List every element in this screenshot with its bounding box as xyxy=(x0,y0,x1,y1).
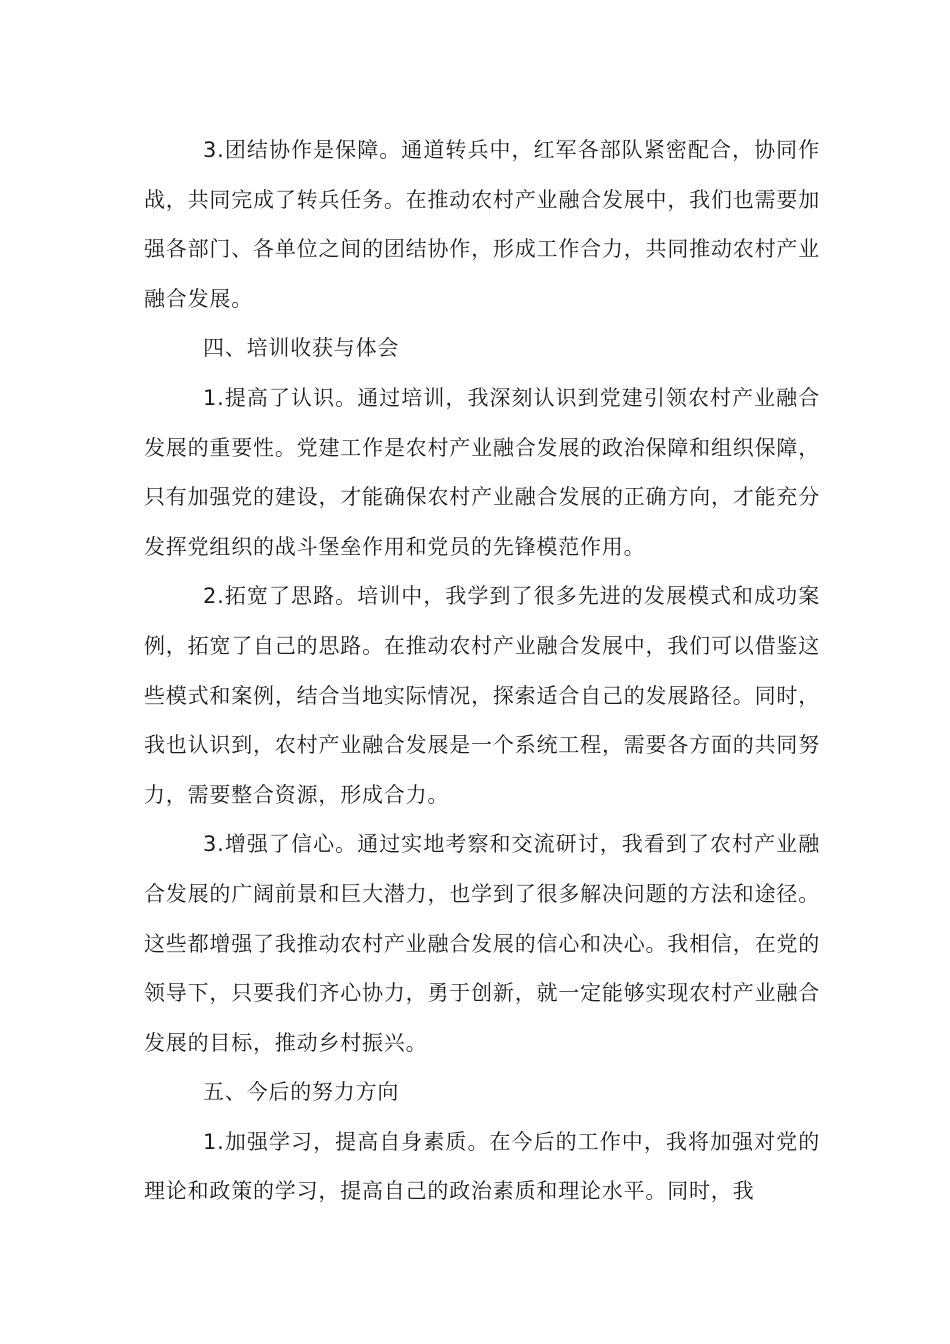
paragraph-unity-cooperation: 3.团结协作是保障。通道转兵中，红军各部队紧密配合，协同作战，共同完成了转兵任务。在推动农村产业融合发展中，我们也需要加强各部门、各单位之间的团结协作，形成工作合力，共同推动农村产业融合发展。 xyxy=(144,138,820,311)
document-body xyxy=(144,126,820,1217)
section-heading-future-direction: 五、今后的努力方向 xyxy=(203,1080,400,1105)
paragraph-strengthen-learning: 1.加强学习，提高自身素质。在今后的工作中，我将加强对党的理论和政策的学习，提高自己的政治素质和理论水平。同时，我 xyxy=(144,1129,820,1204)
paragraph-broadened-thinking: 2.拓宽了思路。培训中，我学到了很多先进的发展模式和成功案例，拓宽了自己的思路。在推动农村产业融合发展中，我们可以借鉴这些模式和案例，结合当地实际情况，探索适合自己的发展路径。同时，我也认识到，农村产业融合发展是一个系统工程，需要各方面的共同努力，需要整合资源，形成合力。 xyxy=(144,584,820,807)
paragraph-improved-understanding: 1.提高了认识。通过培训，我深刻认识到党建引领农村产业融合发展的重要性。党建工作是农村产业融合发展的政治保障和组织保障，只有加强党的建设，才能确保农村产业融合发展的正确方向，才能充分发挥党组织的战斗堡垒作用和党员的先锋模范作用。 xyxy=(144,385,820,559)
paragraph-strengthened-confidence: 3.增强了信心。通过实地考察和交流研讨，我看到了农村产业融合发展的广阔前景和巨大潜力，也学到了很多解决问题的方法和途径。这些都增强了我推动农村产业融合发展的信心和决心。我相信，在党的领导下，只要我们齐心协力，勇于创新，就一定能够实现农村产业融合发展的目标，推动乡村振兴。 xyxy=(144,832,820,1055)
section-heading-training-gains: 四、培训收获与体会 xyxy=(203,336,400,361)
